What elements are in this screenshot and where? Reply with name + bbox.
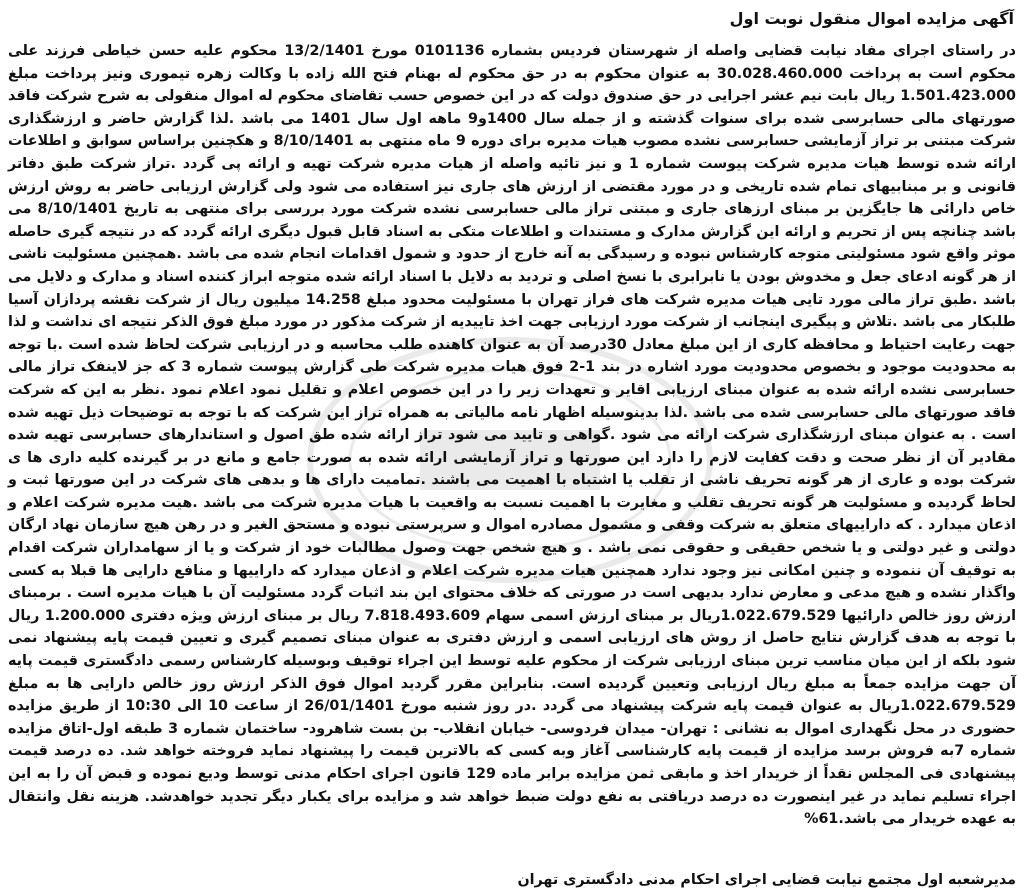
notice-title: آگهی مزایده اموال منقول نوبت اول: [729, 9, 1014, 28]
notice-signature: مدیرشعبه اول مجتمع نیابت قضایی اجرای احکام مدنی دادگستری تهران: [517, 872, 1016, 888]
notice-body: در راستای اجرای مفاد نیابت قضایی واصله از شهرستان فردیس بشماره 0101136 مورخ 13/2/1401 محکوم علیه حسن خیاطی فرزند علی محکوم است به پرداخت 30.028.460.000 به عنوان محکوم به در حق محکوم له بهنام فتح الله زاده با وکالت زهره تیموری ونیز پرداخت مبلغ 1.501.423.000 ریال بابت نیم عشر اجرایی در حق صندوق دولت که در این خصوص حسب تقاضای محکوم له اموال منقولی به شرح شرکت فاقد صورتهای مالی حسابرسی شده برای سنوات گذشته و از جمله سال 1400و9 ماهه اول سال 1401 می باشد .لذا گزارش حاضر و ارزشگذاری شرکت مبتنی بر تراز آزمایشی حسابرسی نشده مصوب هیات مدیره برای دوره 9 ماه منتهی به 8/10/1401 و هکچنین براساس سوابق و اطلاعات ارائه شده توسط هیات مدیره شرکت پیوست شماره 1 و نیز تائیه واصله از هیات مدیره شرکت تهیه و ارائه پی گردد .تراز شرکت طبق دفاتر قانونی و بر مبنابیهای تمام شده تاریخی و در مورد مقتضی از ارزش های جاری نیز استفاده می شود ولی گزارش ارزیابی حاضر به روش ارزش خاص دارائی ها جایگزین بر مبنای ارزهای جاری و مبتنی تراز مالی حسابرسی نشده شرکت مورد بررسی برای منتهی به تاریخ 8/10/1401 می باشد چنانچه پس از تحریم و ارائه این گزارش مدارک و مستندات و اطلاعات متکی به اسناد قابل قبول دیگری ارائه گردد که در نتیجه گیری حاصله موثر واقع شود مسئولیتی متوجه کارشناس نبوده و رسیدگی به آنه خارج از حدود و شمول اقدامات انجام شده می باشد .همچنین مسئولیت ناشی از هر گونه ادعای جعل و مخدوش بودن یا نابرابری با نسخ اصلی و تردید به دلایل با اسناد ارائه شده متوجه ابراز کننده اسناد و مدارک و دلایل می باشد .طبق تراز مالی مورد تایی هیات مدیره شرکت های فراز تهران با مسئولیت محدود مبلغ 14.258 میلیون ریال از شرکت نقشه پردازان آسیا طلبکار می باشد .تلاش و پیگیری اینجانب از شرکت مورد ارزیابی جهت اخذ تاییدیه از شرکت مذکور در مورد مبلغ فوق الذکر نتیجه ای نداشت و لذا جهت رعایت احتیاط و محافظه کاری از این مبلغ معادل 30درصد آن به عنوان کاهنده طلب محاسبه و در ارزیابی شرکت لحاظ شده است .با توجه به محدودیت موجود و بخصوص محدودیت مورد اشاره در بند 1-2 فوق هیات مدیره شرکت طی گزارش پیوست شماره 3 که جز لاینفک تراز مالی حسابرسی نشده ارائه شده به عنوان مبنای ارزیابی اقایر و تعهدات زیر را در این خصوص اعلام و تقلیل نمود اعلام نمود .نظر به این که شرکت فاقد صورتهای مالی حسابرسی شده می باشد .لذا بدینوسیله اظهار نامه مالیاتی به همراه تراز این شرکت که با توجه به توضیحات ذیل تهیه شده است . به عنوان مبنای ارزشگذاری شرکت ارائه می شود .گواهی و تایید می شود تراز ارائه شده طق اصول و استاندارهای حسابرسی تهیه شده مقادیر آن از نظر صحت و دقت کفایت لازم را دارد این صورتها و تراز آزمایشی ارائه شده به صورت جامع و مانع در بر گیرنده کلیه داری ها ی شرکت بوده و عاری از هر گونه تحریف ناشی از تقلب یا اشتباه با اهمیت می باشند .تمامیت دارای ها و بدهی های شرکت در این صورتها ثبت و لحاظ گردیده و مسئولیت هر گونه تحریف تقلب و مغایرت با اهمیت نسبت به واقعیت با هیات مدیره شرکت می باشد .هیت مدیره شرکت اعلام و اذعان میدارد . که داراییهای متعلق به شرکت وقفی و مشمول مصادره اموال و سرپرستی نبوده و مستحق الغیر و در رهن هیچ سازمان نهاد ارگان دولتی و غیر دولتی و یا شخص حقیقی و حقوقی نمی باشد . و هیچ شخص جهت وصول مطالبات خود از شرکت و یا از سهامداران شرکت اقدام به توقیف آن ننموده و چنین امکانی نیز وجود ندارد همچنین هیات مدیره شرکت اعلام و اذعان میدارد که داراییها و منافع دارایی ها قبلا به کسی واگذار نشده و هیچ مدعی و معارض ندارد بدیهی است در صورتی که خلاف محتوای این بند اثبات گردد مسئولیت آن با هیات مدیره است . برمبنای ارزش روز خالص دارائیها 1.022.679.529ریال بر مبنای ارزش اسمی سهام 7.818.493.609 ریال بر مبنای ارزش ویژه دفتری 1.200.000 ریال با توجه به هدف گزارش نتایج حاصل از روش های ارزیابی اسمی و ارزش دفتری به عنوان مبنای تصمیم گیری و تعیین قیمت پایه پیشنهاد نمی شود بلکه از این میان مناسب ترین مبنای ارزیابی شرکت از محکوم علیه توسط این اجراء توقیف وبوسیله کارشناس رسمی دادگستری قیمت پایه آن جهت مزایده جمعاً به مبلغ ریال ارزیابی وتعیین گردیده است. بنابراین مقرر گردید اموال فوق الذکر ارزش روز خالص دارایی ها به مبلغ 1.022.679.529ریال به عنوان قیمت پایه شرکت پیشنهاد می گردد .در روز شنبه مورخ 26/01/1401 از ساعت 10 الی 10:30 از طریق مزایده حضوری در محل نگهداری اموال به نشانی : تهران- میدان فردوسی- خیابان انقلاب- بن بست شاهرود- ساختمان شماره 3 طبقه اول-اتاق مزایده شماره 7به فروش برسد مزایده از قیمت پایه کارشناسی آغاز وبه کسی که بالاترین قیمت را پیشنهاد نماید فروخته خواهد شد. ده درصد قیمت پیشنهادی فی المجلس نقداً از خریدار اخذ و مابقی ثمن مزایده برابر ماده 129 قانون اجرای احکام مدنی توسط ودیع نموده و قبض آن را به این اجراء تسلیم نماید در غیر اینصورت ده درصد دریافتی به نفع دولت ضبط خواهد شد و مزایده برای یکبار دیگر تجدید خواهدشد. هزینه نقل وانتقال به عهده خریدار می باشد.61%: [8, 43, 1017, 828]
